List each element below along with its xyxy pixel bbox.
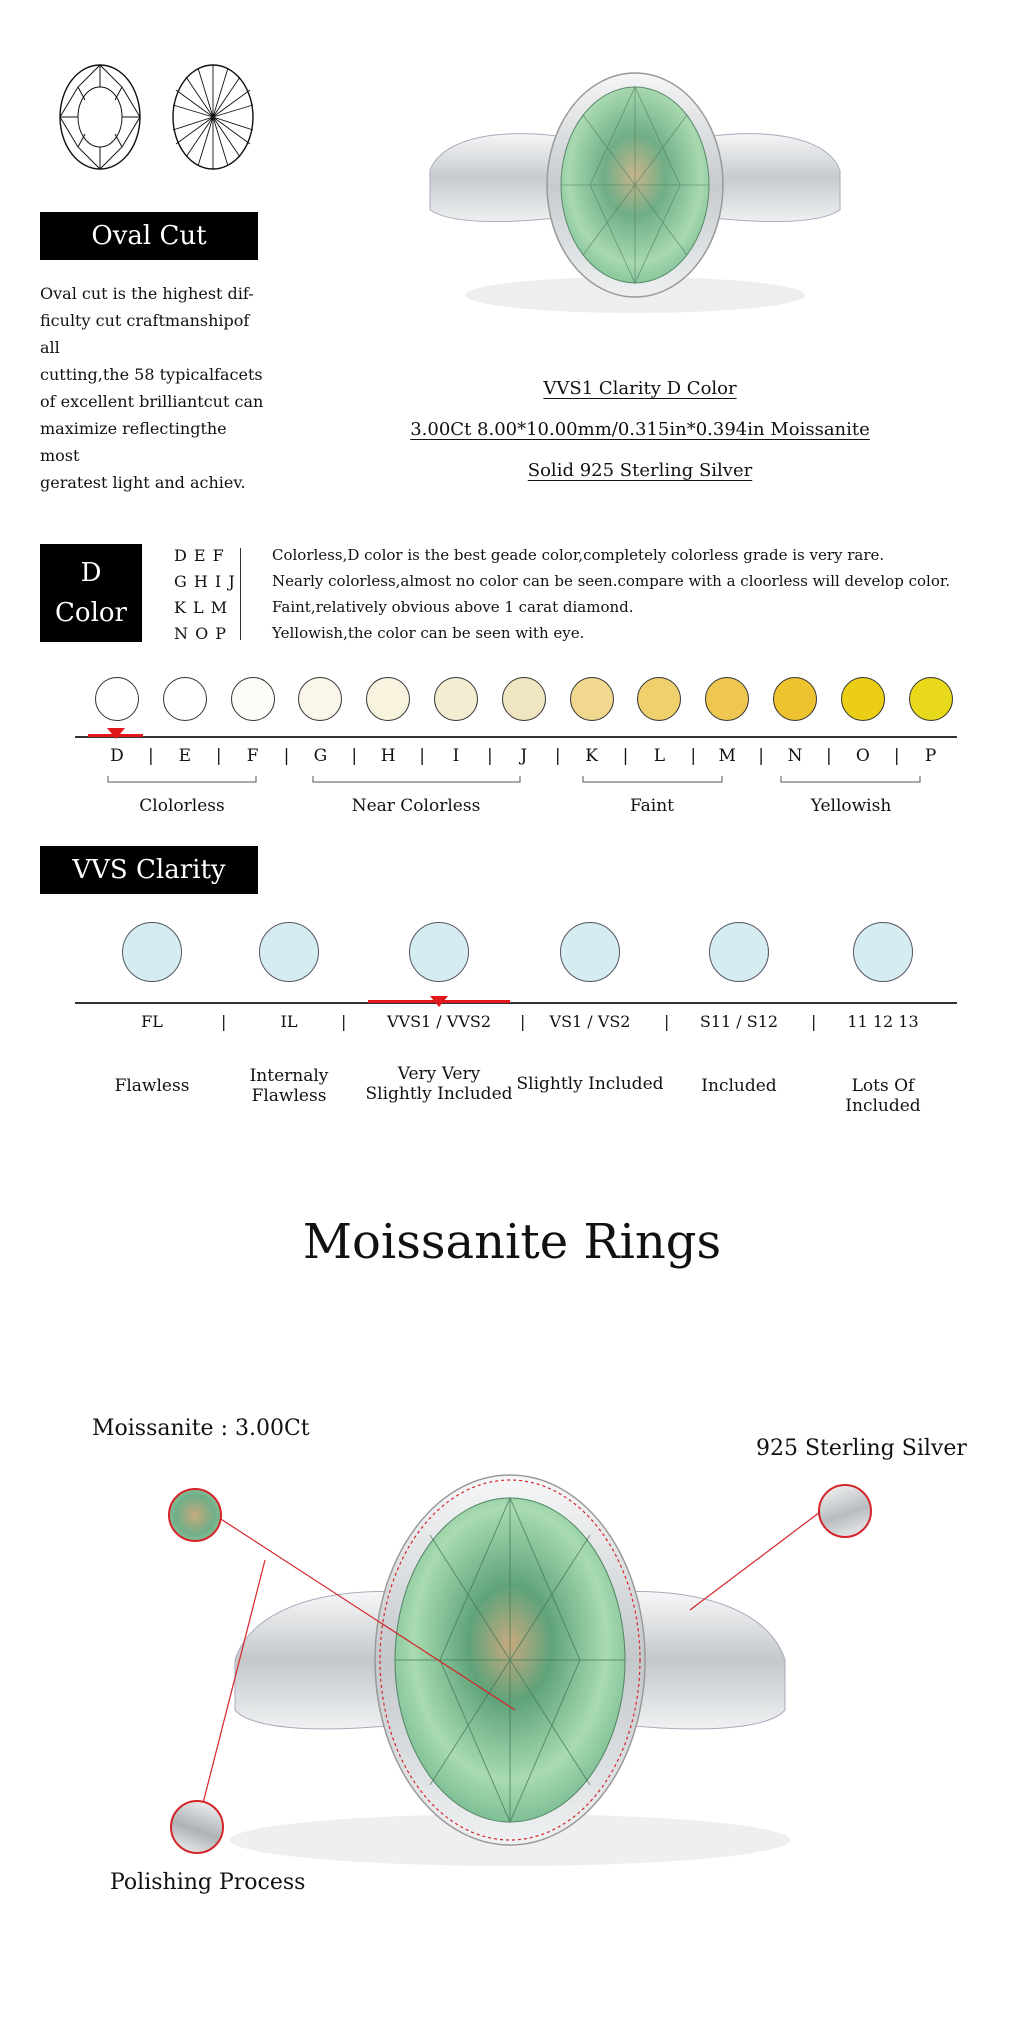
clarity-description: Lots Of Included [845,1076,921,1117]
d-color-badge: D Color [40,544,142,642]
color-gem-icon [841,677,885,721]
callout-silver: 925 Sterling Silver [756,1436,967,1461]
oval-cut-diagram-bottom-icon [168,60,258,175]
spec-clarity-color: VVS1 Clarity D Color [543,378,737,399]
color-gem-icon [909,677,953,721]
color-gem-icon [231,677,275,721]
scale-letter: H [380,746,396,766]
clarity-grade: VVS1 / VVS2 [386,1012,492,1031]
scale-letter: P [924,746,937,766]
color-group-brackets [0,770,1024,790]
moissanite-detail-icon [168,1488,222,1542]
grade-description: Yellowish,the color can be seen with eye. [272,624,585,642]
spec-material: Solid 925 Sterling Silver [527,460,753,481]
clarity-gem-icon [409,922,469,982]
clarity-separator: | [221,1012,227,1031]
ring-product-image [420,60,850,320]
scale-letter: K [585,746,598,766]
polishing-detail-icon [170,1800,224,1854]
clarity-grade: S11 / S12 [699,1012,779,1031]
clarity-gem-icon [709,922,769,982]
scale-letter: J [520,746,528,766]
clarity-gem-icon [122,922,182,982]
scale-separator: | [826,746,832,766]
description-line: Oval cut is the highest dif- [40,284,254,303]
color-gem-icon [298,677,342,721]
clarity-separator: | [811,1012,817,1031]
clarity-selected-marker-icon [430,996,448,1007]
oval-cut-title: Oval Cut [40,212,258,260]
color-gem-icon [570,677,614,721]
callout-polishing: Polishing Process [110,1870,306,1895]
callout-moissanite: Moissanite : 3.00Ct [92,1416,310,1441]
scale-separator: | [419,746,425,766]
spec-carat-size: 3.00Ct 8.00*10.00mm/0.315in*0.394in Moissanite [410,419,870,440]
scale-separator: | [758,746,764,766]
clarity-description: Included [701,1076,777,1096]
scale-separator: | [554,746,561,766]
clarity-separator: | [520,1012,526,1031]
clarity-description: Slightly Included [516,1074,664,1094]
description-line: geratest light and achiev. [40,473,246,492]
clarity-gem-icon [853,922,913,982]
group-label-near-colorless: Near Colorless [351,796,481,816]
grade-label: D E F [174,546,225,565]
color-gem-icon [163,677,207,721]
color-gem-icon [95,677,139,721]
grade-description: Faint,relatively obvious above 1 carat diamond. [272,598,634,616]
clarity-grade: VS1 / VS2 [549,1012,631,1031]
color-gem-icon [434,677,478,721]
grade-description: Nearly colorless,almost no color can be seen.compare with a cloorless will develop color. [272,572,951,590]
scale-letter: N [787,746,803,766]
clarity-description: Very Very Slightly Included [365,1064,513,1105]
color-gem-icon [366,677,410,721]
group-label-colorless: Clolorless [139,796,225,816]
scale-letter: M [718,746,736,766]
scale-separator: | [622,746,629,766]
grade-label: K L M [174,598,229,617]
description-line: cutting,the 58 typicalfacets [40,365,263,384]
scale-separator: | [283,746,290,766]
d-color-divider [240,548,241,640]
color-scale-line [75,736,957,738]
scale-separator: | [690,746,697,766]
scale-letter: L [653,746,666,766]
oval-cut-diagram-top-icon [55,60,145,175]
color-gem-icon [502,677,546,721]
clarity-title: VVS Clarity [40,846,258,894]
oval-cut-description [40,280,270,496]
description-line: ficulty cut craftmanshipof all [40,311,250,357]
clarity-gem-icon [560,922,620,982]
clarity-description: Flawless [114,1076,190,1096]
scale-separator: | [351,746,358,766]
selected-marker-icon [107,728,125,739]
scale-letter: E [178,746,192,766]
group-label-yellowish: Yellowish [810,796,892,816]
scale-separator: | [893,746,900,766]
description-line: of excellent brilliantcut can [40,392,264,411]
clarity-gem-icon [259,922,319,982]
clarity-grade: IL [280,1012,298,1031]
clarity-description: Internaly Flawless [249,1066,329,1107]
clarity-separator: | [664,1012,670,1031]
grade-label: N O P [174,624,228,643]
scale-separator: | [148,746,154,766]
scale-letter: G [313,746,328,766]
clarity-separator: | [341,1012,347,1031]
color-gem-icon [705,677,749,721]
description-line: maximize reflectingthe most [40,419,227,465]
scale-letter: O [855,746,870,766]
scale-letter: D [110,746,124,766]
clarity-grade: FL [141,1012,163,1031]
section-title: Moissanite Rings [302,1214,722,1270]
color-gem-icon [773,677,817,721]
group-label-faint: Faint [630,796,674,816]
silver-detail-icon [818,1484,872,1538]
scale-separator: | [487,746,493,766]
grade-label: G H I J [174,572,236,591]
color-gem-icon [637,677,681,721]
callout-lines [0,1400,1024,1880]
clarity-grade: 11 12 13 [847,1012,919,1031]
scale-letter: I [452,746,460,766]
scale-letter: F [246,746,259,766]
clarity-scale-line [75,1002,957,1004]
grade-description: Colorless,D color is the best geade color,completely colorless grade is very rare. [272,546,885,564]
scale-separator: | [215,746,222,766]
